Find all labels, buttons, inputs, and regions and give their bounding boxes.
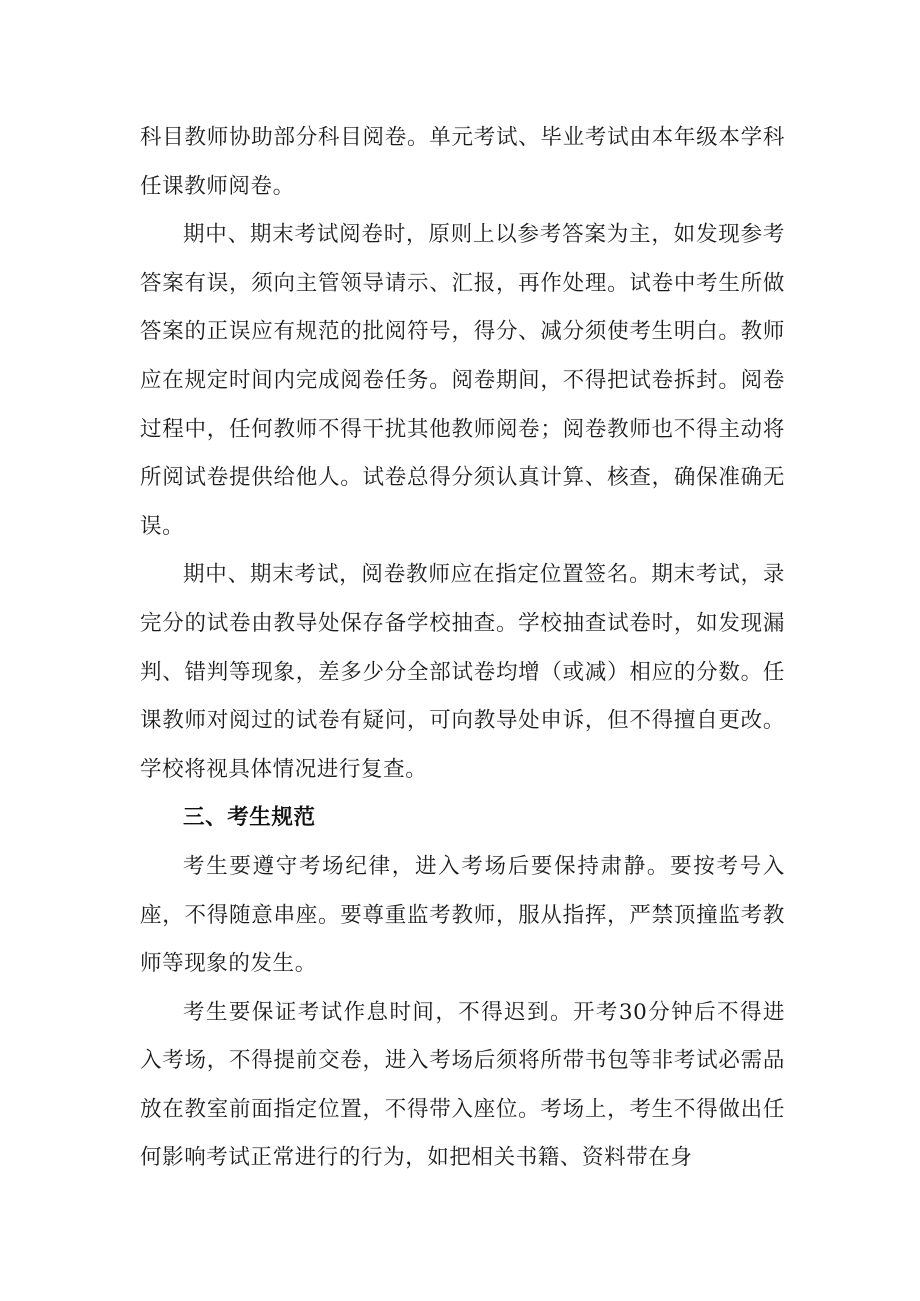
paragraph-exam-schedule: 考生要保证考试作息时间，不得迟到。开考30分钟后不得进入考场，不得提前交卷，进入考场后须将所带书包等非考试必需品放在教室前面指定位置，不得带入座位。考场上，考生不得做出任何影响考试正常进行的行为，如把相关书籍、资料带在身 bbox=[140, 999, 785, 1171]
paragraph-signature-and-review: 期中、期末考试，阅卷教师应在指定位置签名。期末考试，录完分的试卷由教导处保存备学校抽查。学校抽查试卷时，如发现漏判、错判等现象，差多少分全部试卷均增（或减）相应的分数。任课教师对阅过的试卷有疑问，可向教导处申诉，但不得擅自更改。学校将视具体情况进行复查。 bbox=[140, 562, 785, 782]
document-body bbox=[140, 114, 785, 1183]
paragraph-exam-discipline: 考生要遵守考场纪律，进入考场后要保持肃静。要按考号入座，不得随意串座。要尊重监考教师，服从指挥，严禁顶撞监考教师等现象的发生。 bbox=[140, 853, 785, 977]
paragraph-continued: 科目教师协助部分科目阅卷。单元考试、毕业考试由本年级本学科任课教师阅卷。 bbox=[140, 125, 785, 199]
paragraph-marking-rules: 期中、期末考试阅卷时，原则上以参考答案为主，如发现参考答案有误，须向主管领导请示、汇报，再作处理。试卷中考生所做答案的正误应有规范的批阅符号，得分、减分须使考生明白。教师应在规定时间内完成阅卷任务。阅卷期间，不得把试卷拆封。阅卷过程中，任何教师不得干扰其他教师阅卷；阅卷教师也不得主动将所阅试卷提供给他人。试卷总得分须认真计算、核查，确保准确无误。 bbox=[140, 222, 785, 539]
section-heading: 三、考生规范 bbox=[183, 805, 316, 831]
